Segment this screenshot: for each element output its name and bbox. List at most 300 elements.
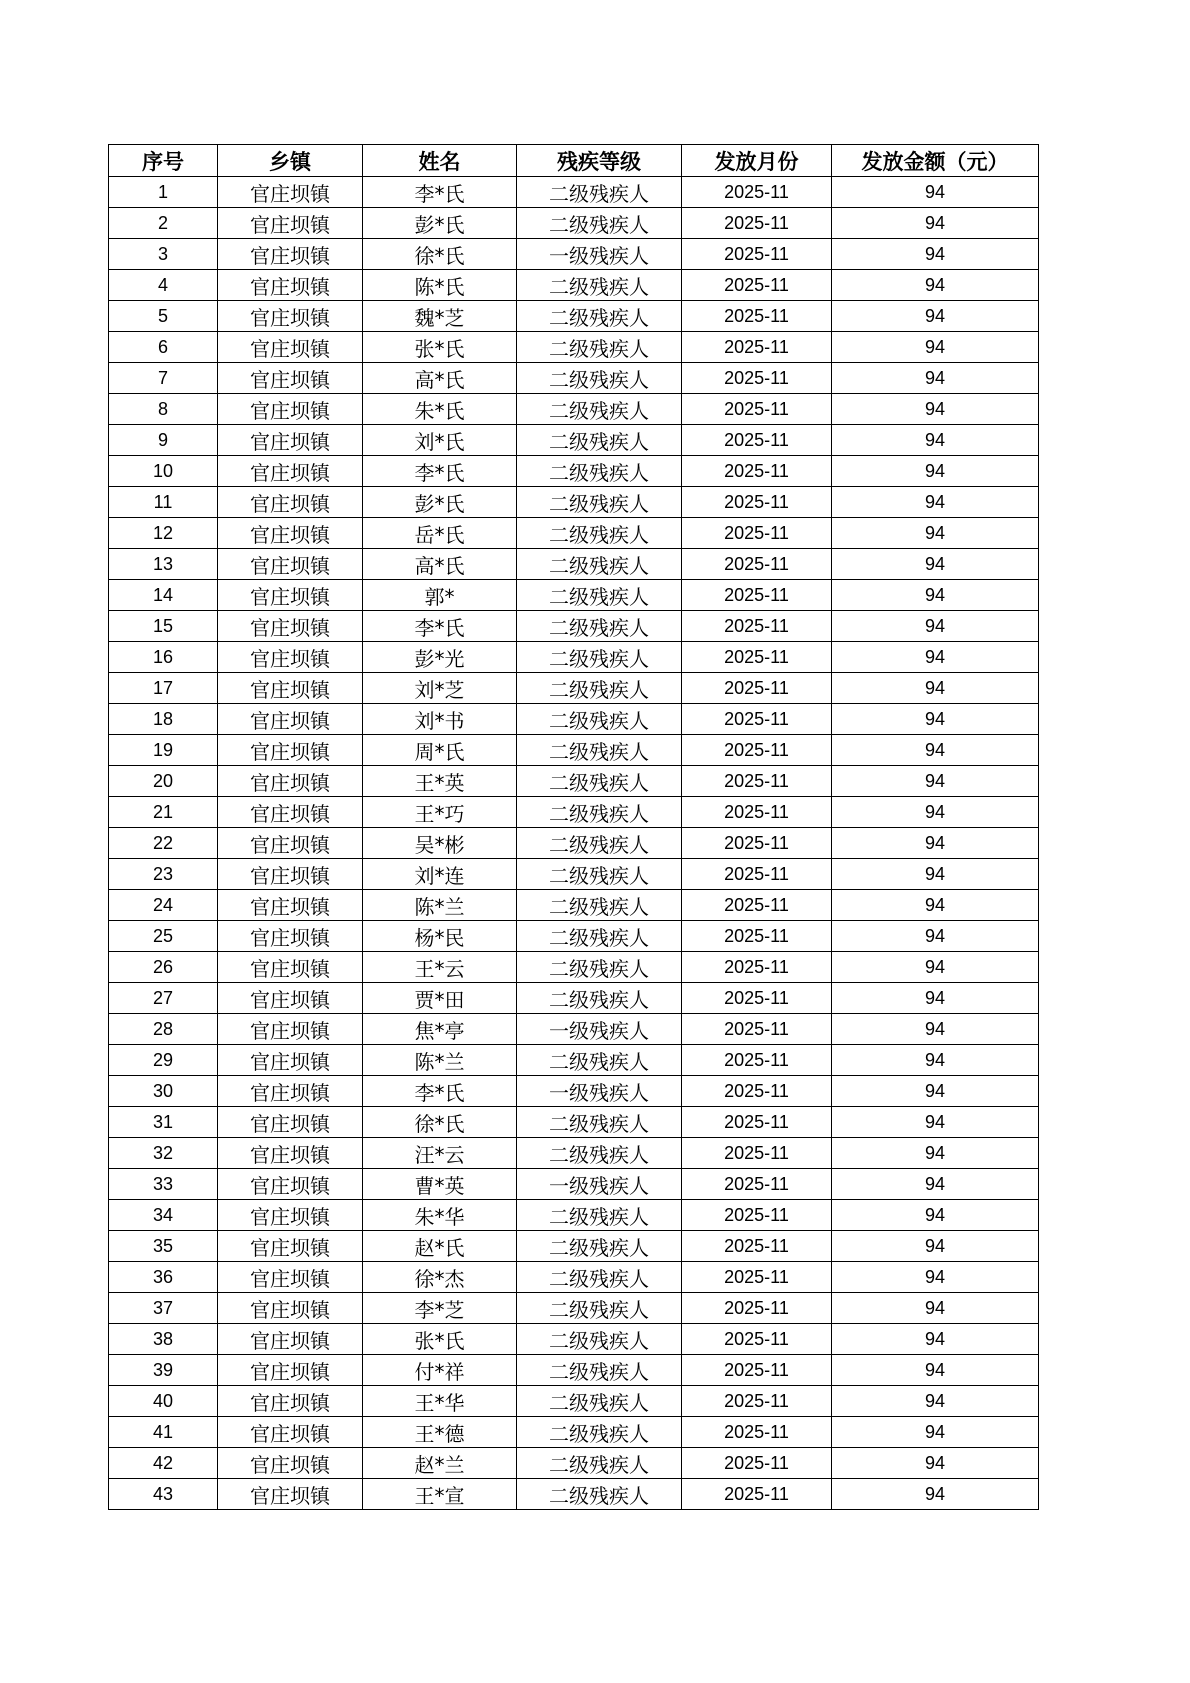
table-row — [109, 642, 1039, 673]
table-row — [109, 1355, 1039, 1386]
cell-seq: 19 — [109, 735, 218, 766]
cell-level: 二级残疾人 — [517, 642, 682, 673]
table-row — [109, 270, 1039, 301]
cell-town: 官庄坝镇 — [218, 332, 363, 363]
cell-seq: 2 — [109, 208, 218, 239]
cell-level: 一级残疾人 — [517, 1014, 682, 1045]
cell-level: 二级残疾人 — [517, 549, 682, 580]
cell-seq: 25 — [109, 921, 218, 952]
cell-town: 官庄坝镇 — [218, 456, 363, 487]
cell-level: 二级残疾人 — [517, 611, 682, 642]
cell-seq: 13 — [109, 549, 218, 580]
cell-level: 二级残疾人 — [517, 301, 682, 332]
cell-seq: 30 — [109, 1076, 218, 1107]
cell-name: 赵*氏 — [363, 1231, 517, 1262]
cell-level: 二级残疾人 — [517, 580, 682, 611]
cell-month: 2025-11 — [682, 1386, 832, 1417]
cell-name: 高*氏 — [363, 549, 517, 580]
cell-seq: 20 — [109, 766, 218, 797]
table-row — [109, 1169, 1039, 1200]
cell-seq: 8 — [109, 394, 218, 425]
cell-town: 官庄坝镇 — [218, 487, 363, 518]
cell-name: 郭* — [363, 580, 517, 611]
cell-month: 2025-11 — [682, 1262, 832, 1293]
cell-month: 2025-11 — [682, 270, 832, 301]
cell-name: 杨*民 — [363, 921, 517, 952]
cell-amount: 94 — [832, 1448, 1039, 1479]
cell-town: 官庄坝镇 — [218, 1417, 363, 1448]
table-row — [109, 580, 1039, 611]
cell-amount: 94 — [832, 394, 1039, 425]
cell-town: 官庄坝镇 — [218, 983, 363, 1014]
cell-seq: 15 — [109, 611, 218, 642]
cell-town: 官庄坝镇 — [218, 1169, 363, 1200]
cell-seq: 28 — [109, 1014, 218, 1045]
cell-town: 官庄坝镇 — [218, 704, 363, 735]
cell-amount: 94 — [832, 735, 1039, 766]
cell-name: 徐*氏 — [363, 1107, 517, 1138]
table-row — [109, 1200, 1039, 1231]
cell-amount: 94 — [832, 611, 1039, 642]
cell-level: 一级残疾人 — [517, 239, 682, 270]
cell-month: 2025-11 — [682, 921, 832, 952]
cell-month: 2025-11 — [682, 828, 832, 859]
header-level: 残疾等级 — [517, 145, 682, 177]
cell-level: 二级残疾人 — [517, 518, 682, 549]
cell-amount: 94 — [832, 1169, 1039, 1200]
cell-town: 官庄坝镇 — [218, 859, 363, 890]
cell-month: 2025-11 — [682, 549, 832, 580]
cell-town: 官庄坝镇 — [218, 1014, 363, 1045]
cell-month: 2025-11 — [682, 1355, 832, 1386]
cell-level: 二级残疾人 — [517, 1262, 682, 1293]
cell-month: 2025-11 — [682, 1448, 832, 1479]
cell-name: 李*氏 — [363, 1076, 517, 1107]
cell-town: 官庄坝镇 — [218, 549, 363, 580]
table-row — [109, 549, 1039, 580]
cell-level: 二级残疾人 — [517, 1479, 682, 1510]
cell-seq: 1 — [109, 177, 218, 208]
table-row — [109, 487, 1039, 518]
cell-level: 二级残疾人 — [517, 1200, 682, 1231]
cell-amount: 94 — [832, 301, 1039, 332]
cell-level: 二级残疾人 — [517, 983, 682, 1014]
cell-month: 2025-11 — [682, 1200, 832, 1231]
cell-amount: 94 — [832, 1479, 1039, 1510]
cell-town: 官庄坝镇 — [218, 580, 363, 611]
cell-month: 2025-11 — [682, 1076, 832, 1107]
cell-month: 2025-11 — [682, 797, 832, 828]
cell-level: 二级残疾人 — [517, 797, 682, 828]
cell-seq: 36 — [109, 1262, 218, 1293]
cell-town: 官庄坝镇 — [218, 1262, 363, 1293]
cell-amount: 94 — [832, 704, 1039, 735]
cell-amount: 94 — [832, 1293, 1039, 1324]
cell-month: 2025-11 — [682, 518, 832, 549]
cell-month: 2025-11 — [682, 642, 832, 673]
cell-name: 王*英 — [363, 766, 517, 797]
cell-town: 官庄坝镇 — [218, 518, 363, 549]
cell-town: 官庄坝镇 — [218, 1138, 363, 1169]
cell-seq: 24 — [109, 890, 218, 921]
table-row — [109, 1417, 1039, 1448]
cell-seq: 37 — [109, 1293, 218, 1324]
cell-amount: 94 — [832, 1107, 1039, 1138]
cell-name: 陈*兰 — [363, 890, 517, 921]
cell-name: 贾*田 — [363, 983, 517, 1014]
cell-amount: 94 — [832, 1417, 1039, 1448]
cell-month: 2025-11 — [682, 208, 832, 239]
cell-seq: 43 — [109, 1479, 218, 1510]
cell-name: 付*祥 — [363, 1355, 517, 1386]
cell-seq: 27 — [109, 983, 218, 1014]
cell-name: 徐*杰 — [363, 1262, 517, 1293]
cell-town: 官庄坝镇 — [218, 1324, 363, 1355]
cell-town: 官庄坝镇 — [218, 301, 363, 332]
cell-town: 官庄坝镇 — [218, 1293, 363, 1324]
cell-amount: 94 — [832, 177, 1039, 208]
cell-amount: 94 — [832, 1138, 1039, 1169]
cell-town: 官庄坝镇 — [218, 673, 363, 704]
cell-month: 2025-11 — [682, 1293, 832, 1324]
cell-month: 2025-11 — [682, 1169, 832, 1200]
cell-month: 2025-11 — [682, 394, 832, 425]
cell-level: 二级残疾人 — [517, 704, 682, 735]
cell-seq: 41 — [109, 1417, 218, 1448]
table-row — [109, 1293, 1039, 1324]
cell-seq: 31 — [109, 1107, 218, 1138]
cell-town: 官庄坝镇 — [218, 425, 363, 456]
table-row — [109, 1386, 1039, 1417]
table-row — [109, 1231, 1039, 1262]
cell-amount: 94 — [832, 859, 1039, 890]
cell-name: 吴*彬 — [363, 828, 517, 859]
cell-level: 二级残疾人 — [517, 1324, 682, 1355]
table-row — [109, 1448, 1039, 1479]
table-row — [109, 425, 1039, 456]
cell-amount: 94 — [832, 549, 1039, 580]
cell-name: 王*德 — [363, 1417, 517, 1448]
table-row — [109, 239, 1039, 270]
table-row — [109, 611, 1039, 642]
cell-amount: 94 — [832, 1076, 1039, 1107]
cell-month: 2025-11 — [682, 1107, 832, 1138]
cell-month: 2025-11 — [682, 239, 832, 270]
cell-amount: 94 — [832, 518, 1039, 549]
table-row — [109, 797, 1039, 828]
cell-town: 官庄坝镇 — [218, 890, 363, 921]
cell-month: 2025-11 — [682, 673, 832, 704]
table-row — [109, 1014, 1039, 1045]
cell-amount: 94 — [832, 1386, 1039, 1417]
cell-town: 官庄坝镇 — [218, 735, 363, 766]
cell-level: 二级残疾人 — [517, 425, 682, 456]
cell-level: 二级残疾人 — [517, 1293, 682, 1324]
cell-seq: 29 — [109, 1045, 218, 1076]
cell-town: 官庄坝镇 — [218, 1448, 363, 1479]
cell-name: 彭*氏 — [363, 487, 517, 518]
cell-month: 2025-11 — [682, 580, 832, 611]
cell-seq: 34 — [109, 1200, 218, 1231]
cell-town: 官庄坝镇 — [218, 1107, 363, 1138]
cell-level: 二级残疾人 — [517, 1138, 682, 1169]
header-seq: 序号 — [109, 145, 218, 177]
cell-town: 官庄坝镇 — [218, 766, 363, 797]
table-row — [109, 952, 1039, 983]
cell-seq: 4 — [109, 270, 218, 301]
cell-month: 2025-11 — [682, 1479, 832, 1510]
header-town: 乡镇 — [218, 145, 363, 177]
cell-name: 朱*氏 — [363, 394, 517, 425]
cell-amount: 94 — [832, 456, 1039, 487]
cell-amount: 94 — [832, 1262, 1039, 1293]
cell-level: 二级残疾人 — [517, 952, 682, 983]
cell-town: 官庄坝镇 — [218, 1355, 363, 1386]
cell-amount: 94 — [832, 580, 1039, 611]
cell-name: 陈*兰 — [363, 1045, 517, 1076]
cell-amount: 94 — [832, 1014, 1039, 1045]
cell-name: 高*氏 — [363, 363, 517, 394]
cell-seq: 40 — [109, 1386, 218, 1417]
cell-amount: 94 — [832, 1324, 1039, 1355]
cell-town: 官庄坝镇 — [218, 363, 363, 394]
table-row — [109, 1045, 1039, 1076]
cell-level: 二级残疾人 — [517, 859, 682, 890]
cell-town: 官庄坝镇 — [218, 239, 363, 270]
cell-name: 魏*芝 — [363, 301, 517, 332]
table-row — [109, 394, 1039, 425]
cell-month: 2025-11 — [682, 1014, 832, 1045]
cell-seq: 39 — [109, 1355, 218, 1386]
cell-month: 2025-11 — [682, 1324, 832, 1355]
cell-amount: 94 — [832, 890, 1039, 921]
cell-month: 2025-11 — [682, 425, 832, 456]
cell-name: 刘*氏 — [363, 425, 517, 456]
cell-level: 二级残疾人 — [517, 487, 682, 518]
cell-name: 王*宣 — [363, 1479, 517, 1510]
cell-month: 2025-11 — [682, 611, 832, 642]
cell-month: 2025-11 — [682, 890, 832, 921]
cell-seq: 6 — [109, 332, 218, 363]
table-row — [109, 1076, 1039, 1107]
header-row — [109, 145, 1039, 177]
cell-name: 王*云 — [363, 952, 517, 983]
cell-name: 彭*氏 — [363, 208, 517, 239]
table-row — [109, 1262, 1039, 1293]
cell-town: 官庄坝镇 — [218, 952, 363, 983]
table-row — [109, 456, 1039, 487]
cell-seq: 7 — [109, 363, 218, 394]
table-row — [109, 859, 1039, 890]
cell-seq: 26 — [109, 952, 218, 983]
cell-level: 一级残疾人 — [517, 1076, 682, 1107]
cell-level: 二级残疾人 — [517, 1386, 682, 1417]
cell-month: 2025-11 — [682, 1138, 832, 1169]
cell-amount: 94 — [832, 673, 1039, 704]
table-row — [109, 363, 1039, 394]
cell-level: 二级残疾人 — [517, 1107, 682, 1138]
cell-name: 李*氏 — [363, 456, 517, 487]
cell-name: 李*芝 — [363, 1293, 517, 1324]
table-row — [109, 983, 1039, 1014]
cell-name: 徐*氏 — [363, 239, 517, 270]
cell-level: 二级残疾人 — [517, 363, 682, 394]
cell-amount: 94 — [832, 270, 1039, 301]
cell-name: 岳*氏 — [363, 518, 517, 549]
table-row — [109, 1479, 1039, 1510]
cell-month: 2025-11 — [682, 704, 832, 735]
cell-amount: 94 — [832, 642, 1039, 673]
cell-amount: 94 — [832, 828, 1039, 859]
table-row — [109, 921, 1039, 952]
cell-town: 官庄坝镇 — [218, 921, 363, 952]
table-row — [109, 208, 1039, 239]
cell-town: 官庄坝镇 — [218, 1386, 363, 1417]
cell-name: 周*氏 — [363, 735, 517, 766]
cell-town: 官庄坝镇 — [218, 1479, 363, 1510]
cell-level: 二级残疾人 — [517, 921, 682, 952]
cell-seq: 14 — [109, 580, 218, 611]
cell-seq: 16 — [109, 642, 218, 673]
cell-name: 王*华 — [363, 1386, 517, 1417]
cell-month: 2025-11 — [682, 301, 832, 332]
cell-town: 官庄坝镇 — [218, 611, 363, 642]
cell-amount: 94 — [832, 1200, 1039, 1231]
cell-name: 张*氏 — [363, 332, 517, 363]
cell-seq: 17 — [109, 673, 218, 704]
cell-seq: 38 — [109, 1324, 218, 1355]
cell-month: 2025-11 — [682, 332, 832, 363]
cell-seq: 18 — [109, 704, 218, 735]
cell-seq: 12 — [109, 518, 218, 549]
cell-name: 朱*华 — [363, 1200, 517, 1231]
table-row — [109, 735, 1039, 766]
cell-town: 官庄坝镇 — [218, 1045, 363, 1076]
cell-name: 赵*兰 — [363, 1448, 517, 1479]
cell-name: 张*氏 — [363, 1324, 517, 1355]
cell-seq: 23 — [109, 859, 218, 890]
cell-seq: 22 — [109, 828, 218, 859]
cell-name: 陈*氏 — [363, 270, 517, 301]
cell-town: 官庄坝镇 — [218, 394, 363, 425]
cell-name: 刘*连 — [363, 859, 517, 890]
cell-town: 官庄坝镇 — [218, 270, 363, 301]
table-row — [109, 1324, 1039, 1355]
header-month: 发放月份 — [682, 145, 832, 177]
header-name: 姓名 — [363, 145, 517, 177]
cell-amount: 94 — [832, 766, 1039, 797]
table-body — [109, 177, 1039, 1510]
table-row — [109, 177, 1039, 208]
cell-seq: 35 — [109, 1231, 218, 1262]
cell-seq: 21 — [109, 797, 218, 828]
subsidy-table — [108, 144, 1039, 1510]
cell-amount: 94 — [832, 239, 1039, 270]
cell-level: 二级残疾人 — [517, 735, 682, 766]
cell-seq: 42 — [109, 1448, 218, 1479]
cell-level: 二级残疾人 — [517, 890, 682, 921]
table-row — [109, 332, 1039, 363]
cell-level: 二级残疾人 — [517, 1448, 682, 1479]
cell-month: 2025-11 — [682, 1231, 832, 1262]
cell-seq: 33 — [109, 1169, 218, 1200]
cell-level: 二级残疾人 — [517, 828, 682, 859]
cell-amount: 94 — [832, 797, 1039, 828]
cell-name: 彭*光 — [363, 642, 517, 673]
cell-amount: 94 — [832, 1355, 1039, 1386]
cell-level: 二级残疾人 — [517, 456, 682, 487]
table-row — [109, 1107, 1039, 1138]
cell-month: 2025-11 — [682, 952, 832, 983]
cell-month: 2025-11 — [682, 983, 832, 1014]
cell-month: 2025-11 — [682, 177, 832, 208]
cell-town: 官庄坝镇 — [218, 797, 363, 828]
cell-seq: 32 — [109, 1138, 218, 1169]
cell-town: 官庄坝镇 — [218, 208, 363, 239]
cell-town: 官庄坝镇 — [218, 1200, 363, 1231]
table-row — [109, 673, 1039, 704]
cell-month: 2025-11 — [682, 735, 832, 766]
cell-seq: 5 — [109, 301, 218, 332]
cell-month: 2025-11 — [682, 766, 832, 797]
cell-level: 二级残疾人 — [517, 1231, 682, 1262]
cell-name: 李*氏 — [363, 611, 517, 642]
cell-level: 二级残疾人 — [517, 1355, 682, 1386]
cell-amount: 94 — [832, 952, 1039, 983]
cell-name: 刘*书 — [363, 704, 517, 735]
cell-level: 二级残疾人 — [517, 673, 682, 704]
cell-name: 李*氏 — [363, 177, 517, 208]
cell-level: 二级残疾人 — [517, 332, 682, 363]
cell-amount: 94 — [832, 983, 1039, 1014]
cell-town: 官庄坝镇 — [218, 177, 363, 208]
cell-name: 王*巧 — [363, 797, 517, 828]
table-row — [109, 1138, 1039, 1169]
cell-level: 二级残疾人 — [517, 766, 682, 797]
cell-level: 一级残疾人 — [517, 1169, 682, 1200]
cell-month: 2025-11 — [682, 1417, 832, 1448]
cell-amount: 94 — [832, 332, 1039, 363]
cell-amount: 94 — [832, 363, 1039, 394]
cell-level: 二级残疾人 — [517, 1417, 682, 1448]
cell-level: 二级残疾人 — [517, 177, 682, 208]
cell-level: 二级残疾人 — [517, 208, 682, 239]
cell-name: 汪*云 — [363, 1138, 517, 1169]
cell-month: 2025-11 — [682, 1045, 832, 1076]
cell-seq: 3 — [109, 239, 218, 270]
cell-month: 2025-11 — [682, 487, 832, 518]
table-row — [109, 890, 1039, 921]
header-amount: 发放金额（元） — [832, 145, 1039, 177]
cell-amount: 94 — [832, 1231, 1039, 1262]
cell-name: 刘*芝 — [363, 673, 517, 704]
cell-seq: 10 — [109, 456, 218, 487]
cell-town: 官庄坝镇 — [218, 642, 363, 673]
cell-month: 2025-11 — [682, 456, 832, 487]
cell-town: 官庄坝镇 — [218, 1231, 363, 1262]
cell-level: 二级残疾人 — [517, 1045, 682, 1076]
cell-town: 官庄坝镇 — [218, 828, 363, 859]
cell-town: 官庄坝镇 — [218, 1076, 363, 1107]
cell-amount: 94 — [832, 487, 1039, 518]
cell-month: 2025-11 — [682, 363, 832, 394]
cell-amount: 94 — [832, 425, 1039, 456]
cell-seq: 9 — [109, 425, 218, 456]
cell-name: 曹*英 — [363, 1169, 517, 1200]
cell-month: 2025-11 — [682, 859, 832, 890]
table-row — [109, 766, 1039, 797]
table-row — [109, 301, 1039, 332]
